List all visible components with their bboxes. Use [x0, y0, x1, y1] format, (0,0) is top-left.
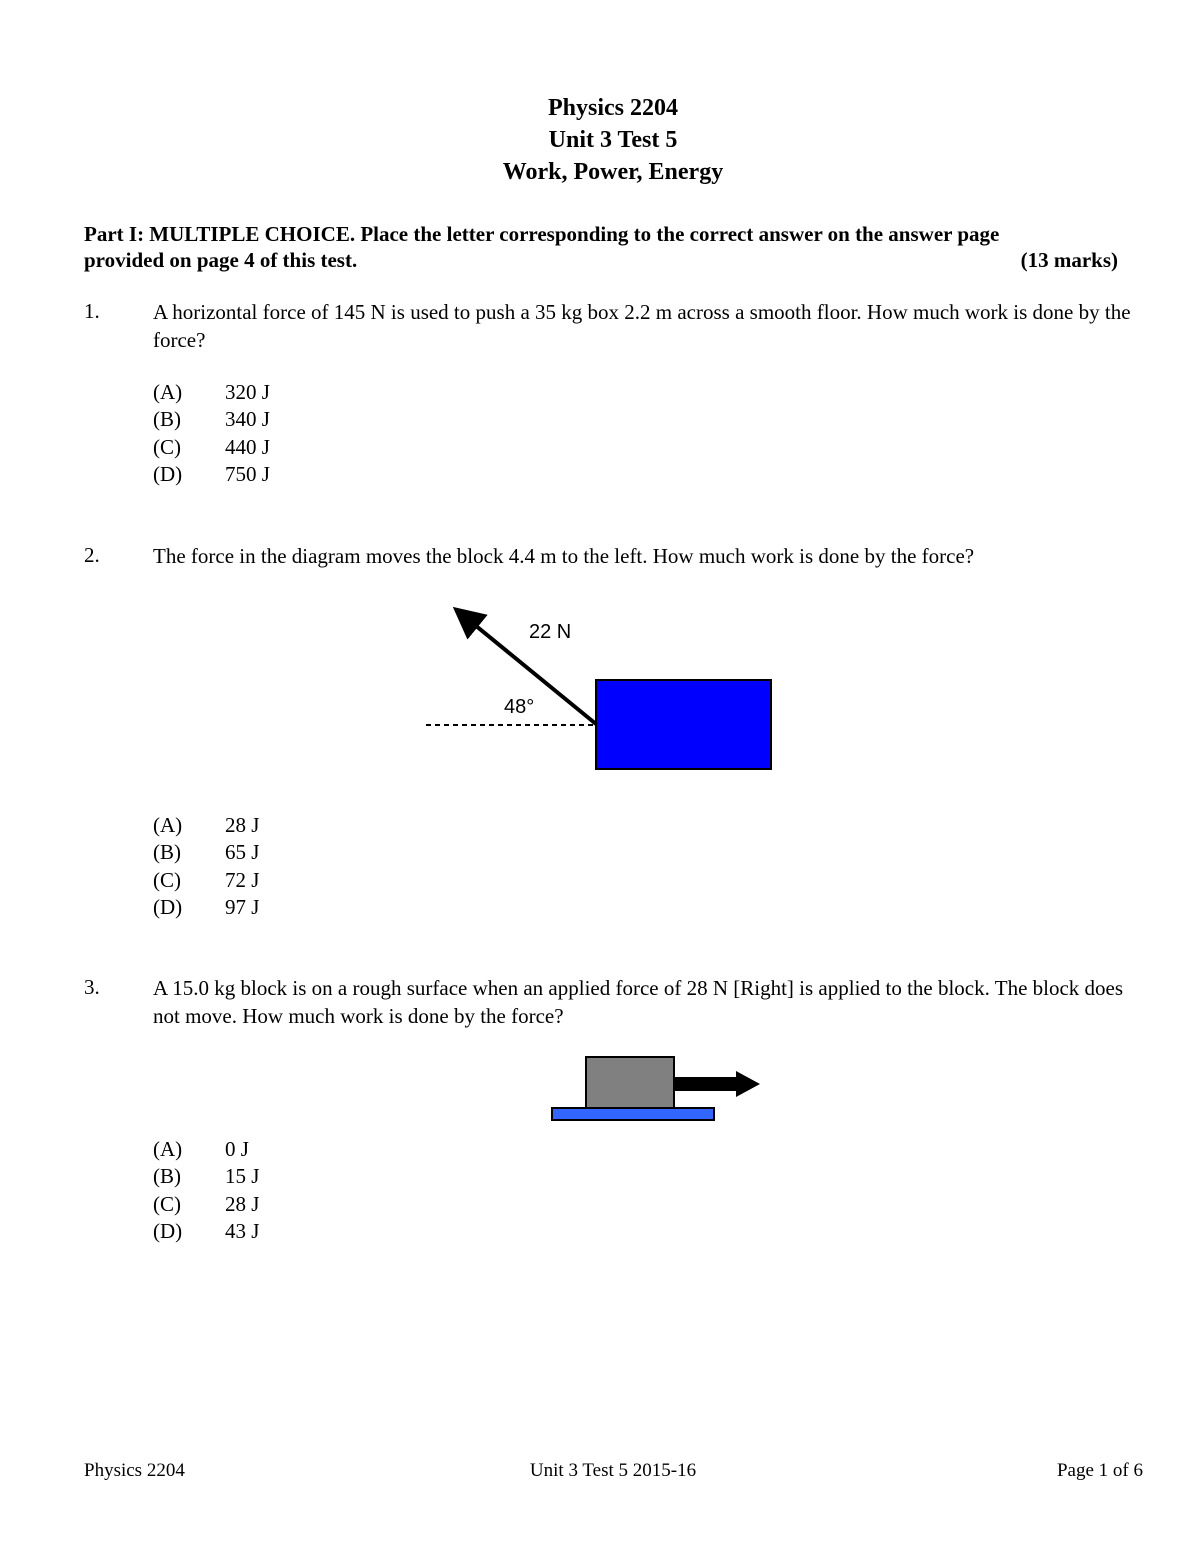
question-1-text: A horizontal force of 145 N is used to push a 35 kg box 2.2 m across a smooth floor. How much work is done by the force?: [153, 300, 1131, 352]
option-row: [153, 1163, 259, 1190]
option-letter: (A): [153, 813, 183, 837]
question-3-options: [153, 1136, 259, 1245]
question-1-number: 1.: [84, 299, 100, 323]
question-2-text: The force in the diagram moves the block 4.4 m to the left. How much work is done by the force?: [153, 544, 975, 568]
option-letter: (C): [153, 1191, 181, 1216]
option-letter: (D): [153, 461, 183, 486]
angle-label: 48°: [504, 696, 535, 718]
footer-test-id: Unit 3 Test 5 2015-16: [529, 1460, 697, 1481]
option-row: [153, 1218, 259, 1245]
option-row: [153, 867, 259, 894]
option-value: 340 J: [225, 407, 270, 432]
option-value: 28 J: [225, 813, 260, 837]
force-label: 22 N: [529, 621, 572, 643]
part1-marks: (13 marks): [1020, 248, 1118, 272]
question-2-diagram: [426, 612, 771, 769]
option-value: 43 J: [225, 1218, 260, 1243]
block: [586, 1057, 674, 1108]
option-letter: (B): [153, 407, 181, 432]
option-value: 72 J: [225, 867, 260, 892]
option-letter: (D): [153, 1218, 183, 1243]
option-letter: (A): [153, 1137, 183, 1161]
option-letter: (C): [153, 867, 181, 892]
option-value: 15 J: [225, 1164, 260, 1189]
header-unit-test: Unit 3 Test 5: [548, 127, 678, 153]
option-value: 750 J: [225, 461, 270, 486]
option-letter: (D): [153, 894, 183, 919]
option-value: 28 J: [225, 1191, 260, 1216]
option-letter: (B): [153, 1164, 181, 1189]
option-row: [153, 1136, 259, 1163]
option-value: 97 J: [225, 894, 260, 919]
option-row: [153, 839, 259, 866]
option-row: [153, 894, 259, 921]
question-2-number: 2.: [84, 543, 100, 567]
header-course: Physics 2204: [547, 95, 678, 121]
header-topic: Work, Power, Energy: [502, 159, 724, 185]
option-letter: (A): [153, 380, 183, 404]
option-value: 0 J: [225, 1137, 249, 1161]
question-3-diagram: [552, 1057, 760, 1120]
option-letter: (B): [153, 840, 181, 865]
option-row: [153, 812, 259, 839]
applied-force-arrow-shaft: [674, 1077, 738, 1091]
question-3-text: A 15.0 kg block is on a rough surface when an applied force of 28 N [Right] is applied to the block. The block does not move. How much work is done by the force?: [153, 976, 1124, 1028]
footer-course: Physics 2204: [84, 1460, 185, 1481]
option-letter: (C): [153, 434, 181, 459]
rough-surface: [552, 1108, 714, 1120]
question-2-options: [153, 812, 259, 921]
option-value: 65 J: [225, 840, 260, 865]
part1-instruction-line1: Part I: MULTIPLE CHOICE. Place the letter corresponding to the correct answer on the answer page: [84, 222, 1000, 246]
question-3-number: 3.: [84, 975, 100, 999]
option-value: 440 J: [225, 434, 270, 459]
applied-force-arrow-head: [736, 1071, 760, 1097]
block: [596, 680, 771, 769]
option-row: [153, 1191, 259, 1218]
part1-instruction-line2: provided on page 4 of this test.: [84, 248, 358, 272]
footer-page-number: Page 1 of 6: [1056, 1460, 1143, 1481]
option-value: 320 J: [225, 380, 270, 404]
